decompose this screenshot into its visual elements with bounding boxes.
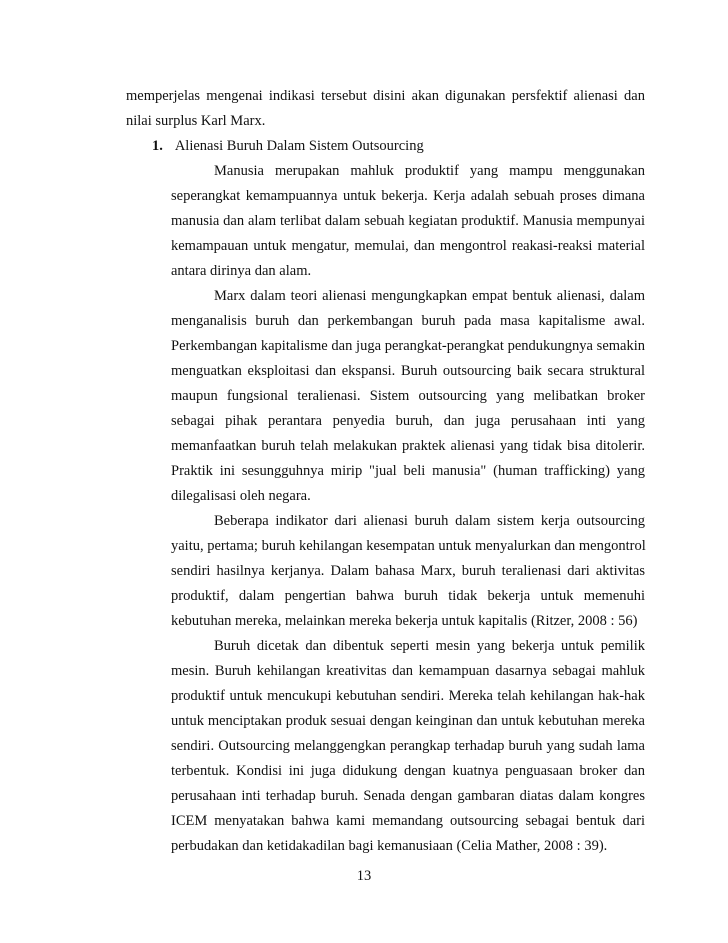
paragraph-line: untuk menciptakan produk sesuai dengan keinginan dan untuk kebutuhan mereka: [171, 713, 645, 729]
intro-line: nilai surplus Karl Marx.: [126, 113, 266, 129]
paragraph-line: Praktik ini sesungguhnya mirip "jual beli manusia" (human trafficking) yang: [171, 463, 645, 479]
paragraph-line: ICEM menyatakan bahwa kami memandang outsourcing sebagai bentuk dari: [171, 813, 645, 829]
paragraph-line: manusia dan alam terlibat dalam sebuah kegiatan produktif. Manusia mempunyai: [171, 213, 645, 229]
paragraph-line: Perkembangan kapitalisme dan juga perangkat-perangkat pendukungnya semakin: [171, 338, 645, 354]
page-number: 13: [356, 868, 372, 884]
paragraph-line: seperangkat kemampuannya untuk bekerja. Kerja adalah sebuah proses dimana: [171, 188, 645, 204]
paragraph-line: menguatkan eksploitasi dan ekspansi. Buruh outsourcing baik secara struktural: [171, 363, 645, 379]
paragraph-line: Beberapa indikator dari alienasi buruh dalam sistem kerja outsourcing: [214, 513, 645, 529]
paragraph-line: sendiri hasilnya kerjanya. Dalam bahasa Marx, buruh teralienasi dari aktivitas: [171, 563, 645, 579]
paragraph-line: terbentuk. Kondisi ini juga didukung dengan kuatnya penguasaan broker dan: [171, 763, 645, 779]
paragraph-line: produktif, dalam pengertian bahwa buruh tidak bekerja untuk memenuhi: [171, 588, 645, 604]
paragraph-line: yaitu, pertama; buruh kehilangan kesempatan untuk menyalurkan dan mengontrol: [171, 538, 646, 554]
paragraph-line: menganalisis buruh dan perkembangan buruh pada masa kapitalisme awal.: [171, 313, 645, 329]
paragraph-line: sebagai pihak perantara penyedia buruh, dan juga perusahaan inti yang: [171, 413, 645, 429]
paragraph-line: Buruh dicetak dan dibentuk seperti mesin yang bekerja untuk pemilik: [214, 638, 645, 654]
section-heading: [152, 137, 424, 155]
paragraph-line: sendiri. Outsourcing melanggengkan perangkap terhadap buruh yang sudah lama: [171, 738, 645, 754]
paragraph-line: Manusia merupakan mahluk produktif yang mampu menggunakan: [214, 163, 645, 179]
paragraph-line: produktif untuk mencukupi kebutuhan sendiri. Mereka telah kehilangan hak-hak: [171, 688, 645, 704]
paragraph-line: maupun fungsional teralienasi. Sistem outsourcing yang melibatkan broker: [171, 388, 645, 404]
paragraph-line: perbudakan dan ketidakadilan bagi kemanusiaan (Celia Mather, 2008 : 39).: [171, 838, 608, 854]
section-number: 1.: [152, 138, 163, 154]
paragraph-line: dilegalisasi oleh negara.: [171, 488, 311, 504]
paragraph-line: perusahaan inti terhadap buruh. Senada dengan gambaran diatas dalam kongres: [171, 788, 645, 804]
paragraph-line: Marx dalam teori alienasi mengungkapkan empat bentuk alienasi, dalam: [214, 288, 645, 304]
paragraph-line: kemampauan untuk mengatur, memulai, dan mengontrol reakasi-reaksi material: [171, 238, 645, 254]
paragraph-line: mesin. Buruh kehilangan kreativitas dan kemampuan dasarnya sebagai mahluk: [171, 663, 645, 679]
intro-line: memperjelas mengenai indikasi tersebut disini akan digunakan persfektif alienasi dan: [126, 88, 645, 104]
paragraph-line: memanfaatkan buruh telah melakukan praktek alienasi yang tidak bisa ditolerir.: [171, 438, 645, 454]
paragraph-line: antara dirinya dan alam.: [171, 263, 312, 279]
paragraph-line: kebutuhan mereka, melainkan mereka bekerja untuk kapitalis (Ritzer, 2008 : 56): [171, 613, 638, 629]
section-title: Alienasi Buruh Dalam Sistem Outsourcing: [174, 138, 424, 154]
